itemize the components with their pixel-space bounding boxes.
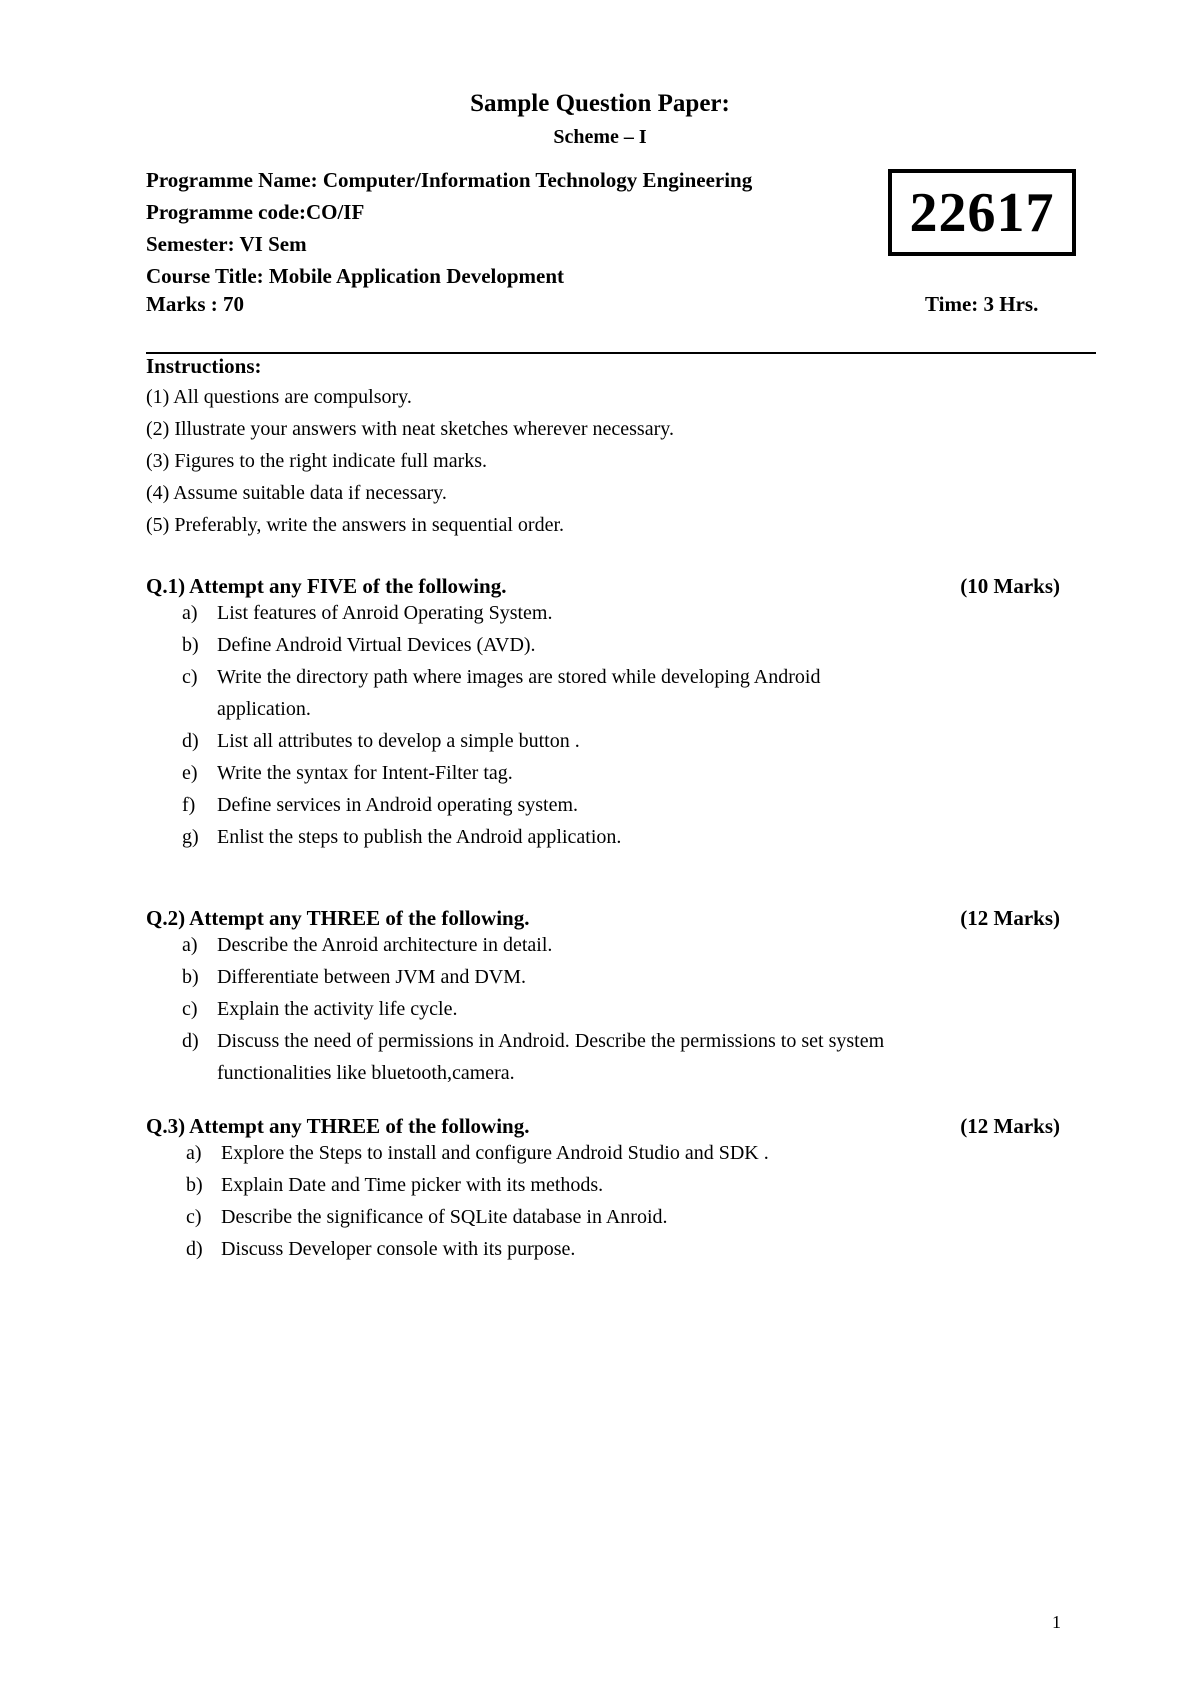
marks-total: Marks : 70 [146, 292, 244, 316]
item-label: c) [182, 666, 198, 688]
item-text: Explain the activity life cycle. [217, 998, 458, 1020]
list-item [182, 934, 1062, 957]
question-2-heading [146, 906, 1060, 931]
question-3-title: Q.3) Attempt any THREE of the following. [146, 1114, 530, 1138]
list-item [182, 966, 1062, 989]
instruction-item: (3) Figures to the right indicate full marks. [146, 450, 488, 472]
item-text: Define services in Android operating system. [217, 794, 579, 816]
list-item [182, 730, 1062, 753]
item-label: f) [182, 794, 196, 816]
item-label: c) [186, 1206, 202, 1228]
course-code: 22617 [909, 181, 1055, 244]
list-item [182, 826, 1062, 849]
question-1-title: Q.1) Attempt any FIVE of the following. [146, 574, 507, 598]
question-1-marks: (10 Marks) [960, 574, 1060, 598]
item-label: a) [186, 1142, 202, 1164]
course-title: Course Title: Mobile Application Development [146, 264, 565, 288]
item-text: Write the syntax for Intent-Filter tag. [217, 762, 513, 784]
scheme-label: Scheme – I [553, 126, 647, 148]
list-item [186, 1142, 1062, 1165]
item-text: Differentiate between JVM and DVM. [217, 966, 526, 988]
item-label: b) [186, 1174, 203, 1196]
item-text-continuation: application. [217, 698, 311, 720]
instruction-item: (1) All questions are compulsory. [146, 386, 412, 408]
list-item [182, 794, 1062, 817]
course-code-box [888, 169, 1076, 256]
header-divider [146, 352, 1096, 354]
item-text: Discuss Developer console with its purpose. [221, 1238, 576, 1260]
item-text: Discuss the need of permissions in Android. Describe the permissions to set system [217, 1030, 885, 1052]
question-1-heading [146, 574, 1060, 599]
item-text: Define Android Virtual Devices (AVD). [217, 634, 536, 656]
item-text: Explain Date and Time picker with its methods. [221, 1174, 604, 1196]
list-item [186, 1238, 1062, 1261]
list-item [186, 1206, 1062, 1229]
question-2-marks: (12 Marks) [960, 906, 1060, 930]
item-text: List all attributes to develop a simple button . [217, 730, 580, 752]
programme-code: Programme code:CO/IF [146, 200, 365, 224]
list-item [182, 998, 1062, 1021]
item-label: g) [182, 826, 199, 848]
page-number: 1 [1052, 1612, 1061, 1632]
semester: Semester: VI Sem [146, 232, 307, 256]
item-label: a) [182, 602, 198, 624]
item-label: d) [186, 1238, 203, 1260]
list-item [182, 1030, 1062, 1053]
time-duration: Time: 3 Hrs. [925, 292, 1039, 316]
instructions-heading: Instructions: [146, 354, 262, 378]
item-text: Explore the Steps to install and configure Android Studio and SDK . [221, 1142, 769, 1164]
list-item [182, 634, 1062, 657]
instruction-item: (4) Assume suitable data if necessary. [146, 482, 447, 504]
page-title: Sample Question Paper: [470, 90, 730, 117]
list-item [182, 666, 1062, 689]
question-3-marks: (12 Marks) [960, 1114, 1060, 1138]
item-label: e) [182, 762, 198, 784]
list-item [182, 602, 1062, 625]
item-text-continuation: functionalities like bluetooth,camera. [217, 1062, 515, 1084]
item-text: Describe the significance of SQLite database in Anroid. [221, 1206, 668, 1228]
item-text: Enlist the steps to publish the Android application. [217, 826, 622, 848]
question-2-title: Q.2) Attempt any THREE of the following. [146, 906, 530, 930]
item-label: b) [182, 634, 199, 656]
item-label: a) [182, 934, 198, 956]
item-label: d) [182, 730, 199, 752]
programme-name: Programme Name: Computer/Information Technology Engineering [146, 168, 753, 192]
question-3-heading [146, 1114, 1060, 1139]
list-item [186, 1174, 1062, 1197]
item-text: Write the directory path where images are stored while developing Android [217, 666, 821, 688]
item-label: b) [182, 966, 199, 988]
item-label: c) [182, 998, 198, 1020]
item-text: List features of Anroid Operating System. [217, 602, 553, 624]
item-text: Describe the Anroid architecture in detail. [217, 934, 553, 956]
instruction-item: (5) Preferably, write the answers in sequential order. [146, 514, 564, 536]
instruction-item: (2) Illustrate your answers with neat sketches wherever necessary. [146, 418, 674, 440]
item-label: d) [182, 1030, 199, 1052]
list-item [182, 762, 1062, 785]
